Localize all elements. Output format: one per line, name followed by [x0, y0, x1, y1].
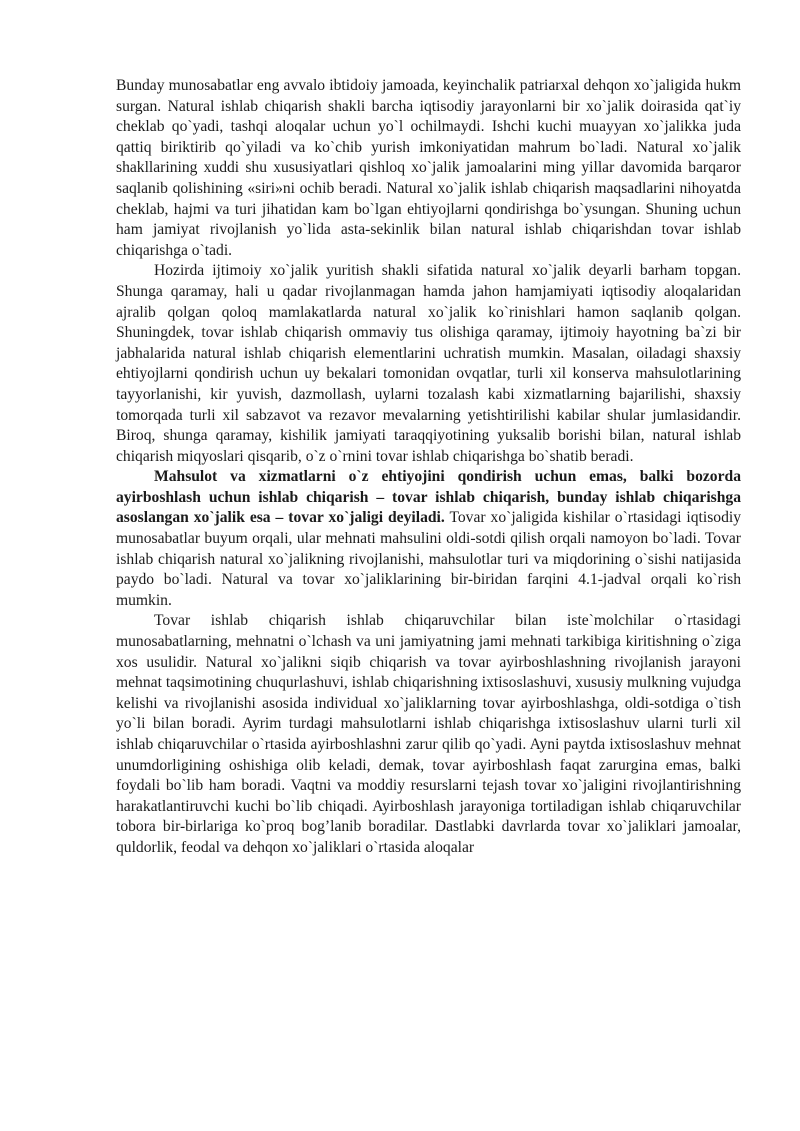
document-page [116, 76, 741, 859]
paragraph-4: Tovar ishlab chiqarish ishlab chiqaruvchilar bilan iste`molchilar o`rtasidagi munosabatlarning, mehnatni o`lchash va uni jamiyatning jami mehnati tarkibiga kiritishning o`ziga xos usulidir. Natural xo`jalikni siqib chiqarish va tovar ayirboshlashning rivojlanish jarayoni mehnat taqsimotining chuqurlashuvi, ishlab chiqarishning ixtisoslashuvi, xususiy mulkning vujudga kelishi va rivojlanishi asosida individual xo`jaliklarning tovar ayirboshlashga, oldi-sotdiga o`tish yo`li bilan boradi. Ayrim turdagi mahsulotlarni ishlab chiqarishga ixtisoslashuv ularni turli xil ishlab chiqaruvchilar o`rtasida ayirboshlashni zarur qilib qo`yadi. Ayni paytda ixtisoslashuv mehnat unumdorligining oshishiga olib keladi, demak, tovar ayirboshlash faqat zarurgina emas, balki foydali bo`lib ham boradi. Vaqtni va moddiy resurslarni tejash tovar xo`jaligini rivojlantirishning harakatlantiruvchi kuchi bo`lib chiqadi. Ayirboshlash jarayoniga tortiladigan ishlab chiqaruvchilar tobora bir-birlariga ko`proq bog’lanib boradilar. Dastlabki davrlarda tovar xo`jaliklari jamoalar, quldorlik, feodal va dehqon xo`jaliklari o`rtasida aloqalar [116, 612, 741, 856]
definition-bold-text: Mahsulot va xizmatlarni o`z ehtiyojini qondirish uchun emas, balki bozorda ayirboshlash uchun ishlab chiqarish – tovar ishlab chiqarish, bunday ishlab chiqarishga asoslangan xo`jalik esa – tovar xo`jaligi deyiladi. [116, 468, 741, 527]
paragraph-1: Bunday munosabatlar eng avvalo ibtidoiy jamoada, keyinchalik patriarxal dehqon xo`jaligida hukm surgan. Natural ishlab chiqarish shakli barcha iqtisodiy jarayonlarni bir xo`jalik doirasida qat`iy cheklab qo`yadi, tashqi aloqalar uchun yo`l ochilmaydi. Ishchi kuchi muayyan xo`jalikka juda qattiq biriktirib qo`yiladi va ko`chib yurish imkoniyatidan mahrum bo`ladi. Natural xo`jalik shakllarining xuddi shu xususiyatlari qishloq xo`jalik jamoalarini ming yillar davomida barqaror saqlanib qolishining «siri»ni ochib beradi. Natural xo`jalik ishlab chiqarish maqsadlarini nihoyatda cheklab, hajmi va turi jihatidan kam bo`lgan ehtiyojlarni qondirishga bo`ysungan. Shuning uchun ham jamiyat rivojlanish yo`lida asta-sekinlik bilan natural ishlab chiqarishdan tovar ishlab chiqarishga o`tadi. [116, 77, 741, 259]
paragraph-3 [116, 467, 741, 611]
paragraph-2: Hozirda ijtimoiy xo`jalik yuritish shakli sifatida natural xo`jalik deyarli barham topgan. Shunga qaramay, hali u qadar rivojlanmagan hamda jahon hamjamiyati iqtisodiy aloqalaridan ajralib qolgan qoloq mamlakatlarda natural xo`jalik ko`rinishlari hamon saqlanib qolgan. Shuningdek, tovar ishlab chiqarish ommaviy tus olishiga qaramay, ijtimoiy hayotning ba`zi bir jabhalarida natural ishlab chiqarish elementlarini uchratish mumkin. Masalan, oiladagi shaxsiy ehtiyojlarni qondirish uchun uy bekalari tomonidan ovqatlar, turli xil konserva mahsulotlarining tayyorlanishi, kir yuvish, dazmollash, uylarni tozalash kabi xizmatlarning bajarilishi, shaxsiy tomorqada turli xil sabzavot va rezavor mevalarning yetishtirilishi kabilar shular jumlasidandir. Biroq, shunga qaramay, kishilik jamiyati taraqqiyotining yuksalib borishi bilan, natural ishlab chiqarish miqyoslari qisqarib, o`z o`rnini tovar ishlab chiqarishga bo`shatib beradi. [116, 262, 741, 465]
paragraph-3-text: Tovar xo`jaligida kishilar o`rtasidagi iqtisodiy munosabatlar buyum orqali, ular mehnati mahsulini oldi-sotdi qilish orqali namoyon bo`ladi. Tovar ishlab chiqarish natural xo`jalikning rivojlanishi, mahsulotlar turi va miqdorining o`sishi natijasida paydo bo`ladi. Natural va tovar xo`jaliklarining bir-biridan farqini 4.1-jadval orqali ko`rish mumkin. [116, 509, 742, 609]
